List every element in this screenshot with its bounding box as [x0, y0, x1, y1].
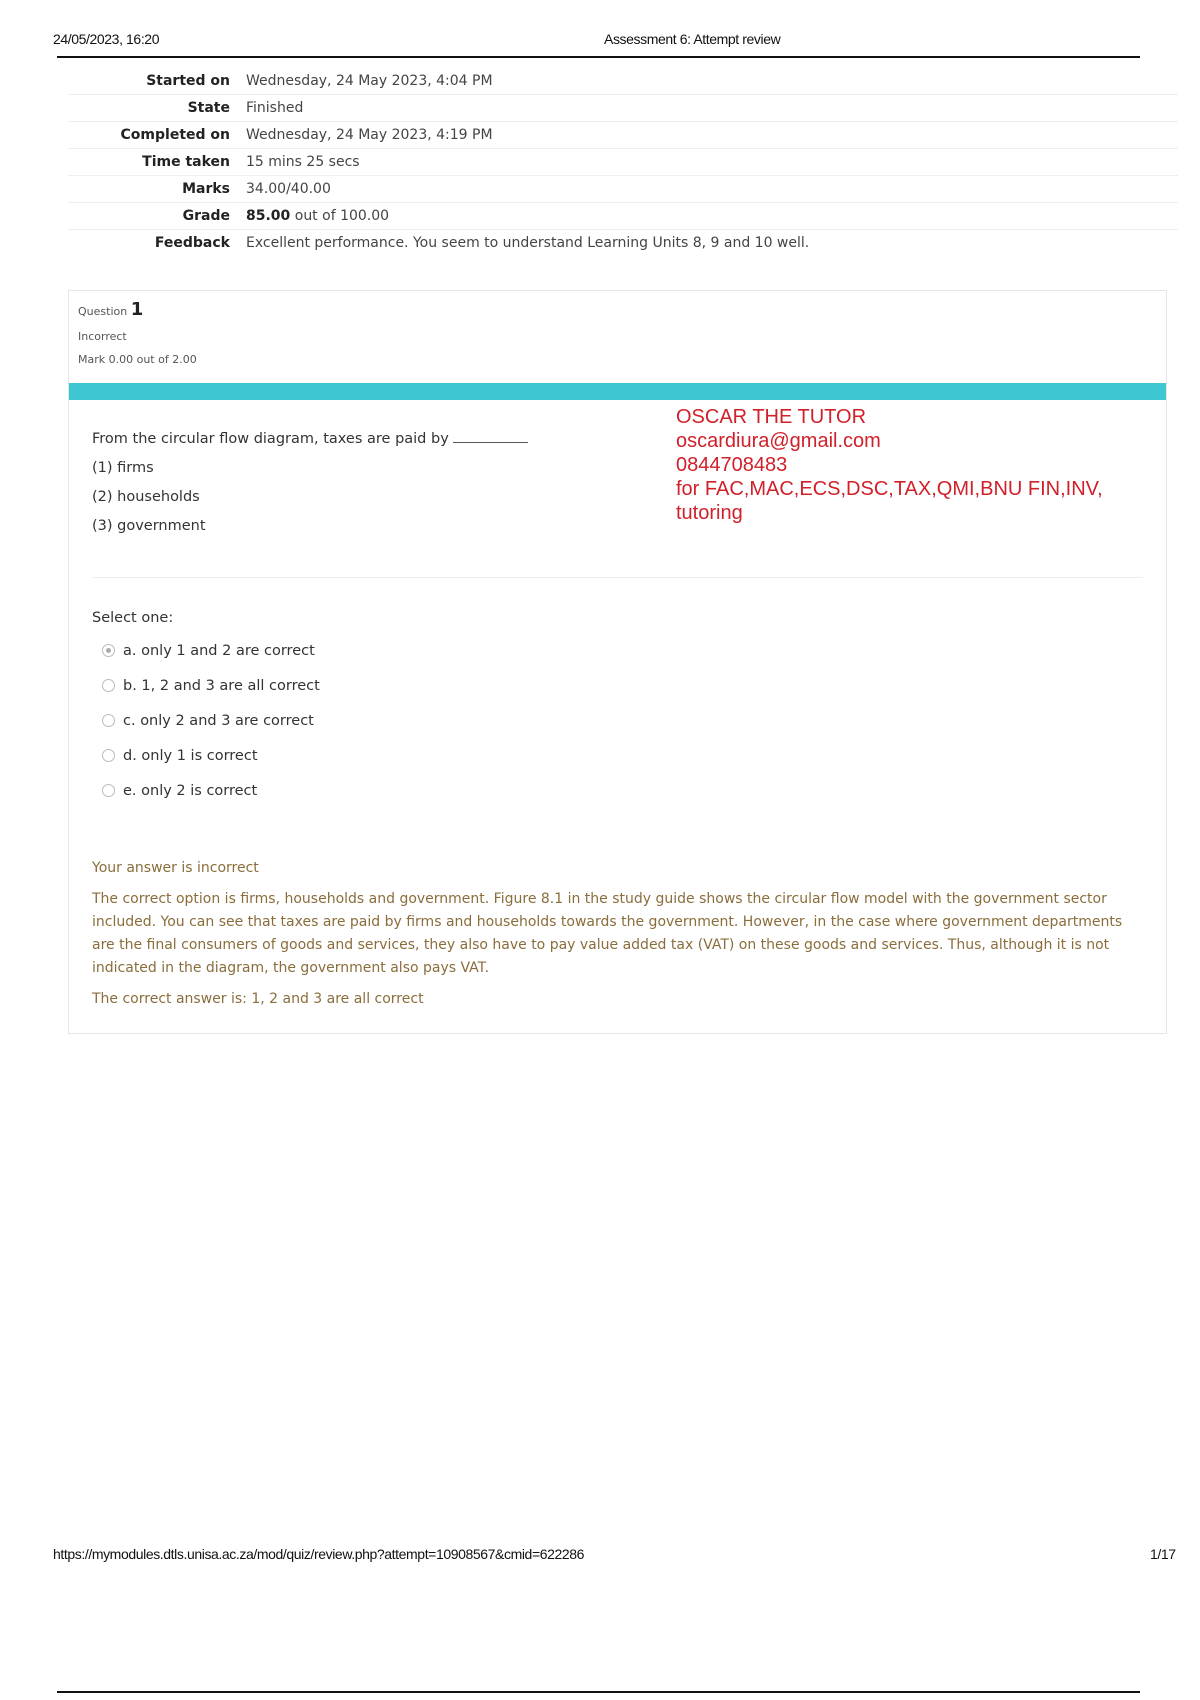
summary-value: 34.00/40.00: [246, 181, 331, 197]
question-label: Question: [78, 305, 128, 318]
watermark: [676, 405, 1103, 525]
radio-icon[interactable]: [102, 784, 115, 797]
summary-row: [68, 122, 1178, 149]
question-info: [78, 299, 197, 376]
option-e[interactable]: [92, 773, 320, 808]
summary-value: Finished: [246, 100, 304, 116]
print-datetime: 24/05/2023, 16:20: [53, 31, 160, 47]
watermark-line: oscardiura@gmail.com: [676, 430, 881, 452]
summary-label: Started on: [146, 73, 230, 89]
summary-row: [68, 176, 1178, 203]
feedback-status: Your answer is incorrect: [92, 860, 259, 876]
question-number: 1: [130, 299, 144, 320]
question-bar: [69, 383, 1166, 400]
summary-value: 15 mins 25 secs: [246, 154, 360, 170]
select-label: Select one:: [92, 610, 174, 626]
radio-selected-icon[interactable]: [102, 644, 115, 657]
grade-out-of: out of 100.00: [290, 208, 390, 224]
option-label: d. only 1 is correct: [123, 747, 258, 764]
question-status: Incorrect: [78, 330, 127, 343]
summary-value: Excellent performance. You seem to understand Learning Units 8, 9 and 10 well.: [246, 235, 810, 251]
question-card: [68, 290, 1167, 1034]
blank: [453, 442, 528, 443]
question-item: (2) households: [92, 489, 200, 505]
answer-options: [92, 603, 320, 808]
question-item: (3) government: [92, 518, 206, 534]
page-number: 1/17: [1150, 1546, 1176, 1562]
print-url: https://mymodules.dtls.unisa.ac.za/mod/quiz/review.php?attempt=10908567&cmid=622286: [53, 1546, 585, 1562]
option-label: c. only 2 and 3 are correct: [123, 712, 314, 729]
feedback-text: The correct option is firms, households and government. Figure 8.1 in the study guide shows the circular flow model with the government sector included. You can see that taxes are paid by firms and households towards the government. However, in the case where government departments are the final consumers of goods and services, they also have to pay value added tax (VAT) on these goods and services. Thus, although it is not indicated in the diagram, the government also pays VAT.: [92, 891, 1123, 976]
question-text: [92, 431, 528, 547]
print-title: Assessment 6: Attempt review: [604, 31, 781, 47]
summary-row: [68, 149, 1178, 176]
summary-value: Wednesday, 24 May 2023, 4:04 PM: [246, 73, 493, 89]
attempt-summary: [68, 68, 1178, 256]
option-b[interactable]: [92, 668, 320, 703]
option-d[interactable]: [92, 738, 320, 773]
summary-row: [68, 203, 1178, 230]
watermark-line: tutoring: [676, 502, 743, 524]
summary-row: [68, 68, 1178, 95]
summary-label: Grade: [182, 208, 230, 224]
summary-value: Wednesday, 24 May 2023, 4:19 PM: [246, 127, 493, 143]
grade-value: 85.00: [246, 208, 291, 224]
feedback: [92, 857, 1142, 1019]
option-label: a. only 1 and 2 are correct: [123, 642, 315, 659]
question-mark: Mark 0.00 out of 2.00: [78, 353, 197, 366]
footer-rule: [57, 1691, 1140, 1693]
radio-icon[interactable]: [102, 714, 115, 727]
radio-icon[interactable]: [102, 679, 115, 692]
summary-label: Completed on: [120, 127, 230, 143]
summary-label: Marks: [182, 181, 230, 197]
option-a[interactable]: [92, 633, 320, 668]
radio-icon[interactable]: [102, 749, 115, 762]
watermark-line: 0844708483: [676, 454, 788, 476]
summary-label: Time taken: [142, 154, 230, 170]
option-label: b. 1, 2 and 3 are all correct: [123, 677, 320, 694]
question-item: (1) firms: [92, 460, 154, 476]
correct-answer: The correct answer is: 1, 2 and 3 are all correct: [92, 991, 424, 1007]
summary-label: Feedback: [154, 235, 230, 251]
divider: [92, 577, 1143, 578]
header-rule: [57, 56, 1140, 58]
watermark-line: OSCAR THE TUTOR: [676, 406, 867, 428]
question-stem: From the circular flow diagram, taxes are paid by: [92, 431, 449, 447]
watermark-line: for FAC,MAC,ECS,DSC,TAX,QMI,BNU FIN,INV,: [676, 478, 1103, 500]
option-label: e. only 2 is correct: [123, 782, 258, 799]
option-c[interactable]: [92, 703, 320, 738]
summary-row: [68, 230, 1178, 256]
summary-row: [68, 95, 1178, 122]
summary-label: State: [187, 100, 230, 116]
